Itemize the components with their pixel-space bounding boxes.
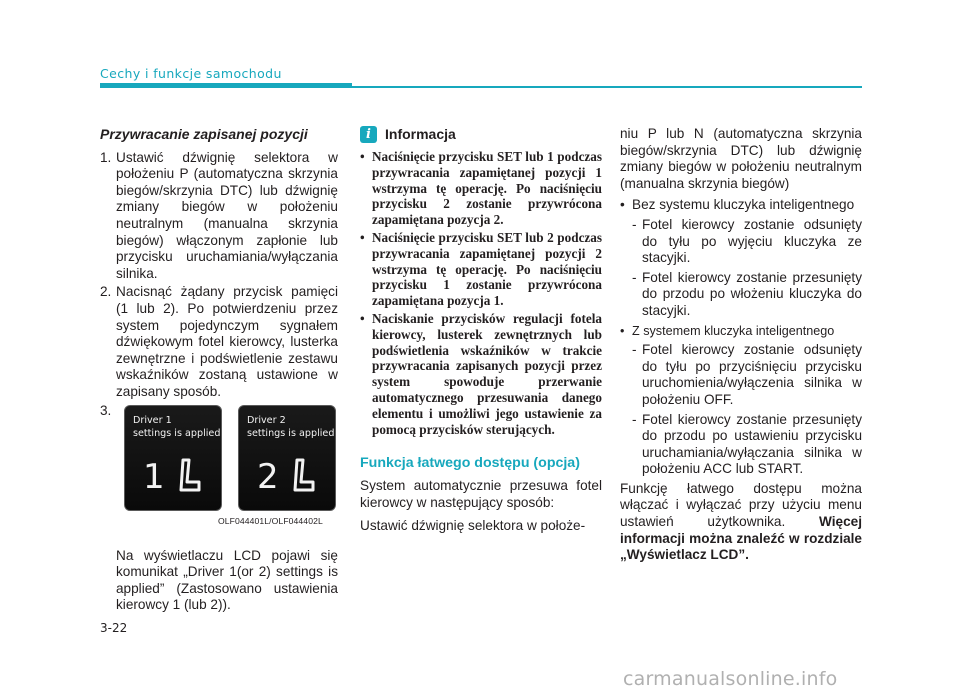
closing-text: Funkcję łatwego dostępu można włączać i wyłączać przy użyciu menu ustawień użytkownika. xyxy=(620,480,862,530)
figure-code: OLF044401L/OLF044402L xyxy=(218,516,323,527)
dash-text: Fotel kierowcy zostanie odsunięty do tyłu po przyciśnięciu przycisku uruchomienia/wyłączenia silnika w położeniu OFF. xyxy=(642,342,862,407)
step-number: 2. xyxy=(100,284,112,300)
step-1 xyxy=(100,150,338,283)
bullet-item: • Bez systemu kluczyka inteligentnego xyxy=(620,197,855,213)
seat-memory-2-icon xyxy=(257,452,317,500)
dash-item: - Fotel kierowcy zostanie odsunięty do tyłu po wyjęciu kluczyka ze stacyjki. xyxy=(632,216,862,266)
left-column xyxy=(100,126,338,614)
bullet-text: Z systemem kluczyka inteligentnego xyxy=(632,323,835,338)
step-text: Ustawić dźwignię selektora w położeniu P (automatyczna skrzynia biegów/skrzynia DTC) lub dźwignię zmiany biegów w położeniu neutralnym (manualna skrzynia biegów) włączonym zapłonie lub przycisku uruchamiania/wyłączania silnika. xyxy=(116,149,338,281)
info-item: • Naciskanie przycisków regulacji fotela kierowcy, lusterek zewnętrznych lub podświetlenia wskaźników w trakcie przywracania zapisanych pozycji przez system spowoduje przerwanie automatycznego przesuwania danego elementu i umożliwi jego ustawienie za pomocą przycisków sterujących. xyxy=(360,310,602,437)
middle-column xyxy=(360,126,602,540)
dash-item: - Fotel kierowcy zostanie odsunięty do tyłu po przyciśnięciu przycisku uruchomienia/wyłączenia silnika w położeniu OFF. xyxy=(632,342,862,407)
seat-memory-digit: 1 xyxy=(143,457,165,498)
lcd-display-driver-1 xyxy=(124,405,222,511)
dash-item: - Fotel kierowcy zostanie przesunięty do przodu po włożeniu kluczyka do stacyjki. xyxy=(632,269,862,318)
figure-caption: Na wyświetlaczu LCD pojawi się komunikat „Driver 1(or 2) settings is applied” (Zastosowano ustawienia kierowcy 1 (lub 2)). xyxy=(116,547,338,613)
info-header xyxy=(360,126,602,143)
step-number: 1. xyxy=(100,149,112,165)
lcd-line-message: settings is applied xyxy=(247,428,335,440)
seat-memory-digit: 2 xyxy=(257,457,279,498)
page-number: 3-22 xyxy=(100,621,128,635)
closing-reference: Więcej informacji można znaleźć w rozdziale „Wyświetlacz LCD”. xyxy=(620,514,862,563)
seat-memory-1-icon xyxy=(143,452,203,500)
info-item-text: Naciskanie przycisków regulacji fotela kierowcy, lusterek zewnętrznych lub podświetlenia wskaźników w trakcie przywracania zapisanych pozycji przez system spowoduje przerwanie automatycznego przesuwania danego elementu i umożliwi jego ustawienie za pomocą przycisków sterujących. xyxy=(372,310,602,437)
header-rule xyxy=(352,86,862,88)
subsection-heading: Funkcja łatwego dostępu (opcja) xyxy=(360,455,580,472)
header-title: Cechy i funkcje samochodu xyxy=(100,66,282,81)
bullet-item: • Z systemem kluczyka inteligentnego xyxy=(620,323,835,338)
paragraph: Ustawić dźwignię selektora w położe- xyxy=(360,517,586,533)
lcd-line-message: settings is applied xyxy=(133,428,221,440)
info-item: • Naciśnięcie przycisku SET lub 2 podczas przywracania zapamiętanej pozycji 2 wstrzyma tę operację. Po naciśnięciu przycisku 1 zostanie przywrócona zapamiętana pozycja 1. xyxy=(360,229,602,309)
info-icon: i xyxy=(360,126,377,143)
bullet-text: Bez systemu kluczyka inteligentnego xyxy=(632,197,855,213)
dash-item: - Fotel kierowcy zostanie przesunięty do przodu po ustawieniu przycisku uruchamiania/wyłączania silnika w położeniu ACC lub START. xyxy=(632,411,862,477)
info-item-text: Naciśnięcie przycisku SET lub 1 podczas przywracania zapamiętanej pozycji 1 wstrzyma tę operację. Po naciśnięciu przycisku 2 zostanie przywrócona zapamiętana pozycja 2. xyxy=(372,149,602,228)
dash-text: Fotel kierowcy zostanie odsunięty do tyłu po wyjęciu kluczyka ze stacyjki. xyxy=(642,216,862,266)
dash-text: Fotel kierowcy zostanie przesunięty do przodu po włożeniu kluczyka do stacyjki. xyxy=(642,269,862,318)
step-number: 3. xyxy=(100,402,112,418)
step-2 xyxy=(100,284,338,400)
right-column xyxy=(620,126,862,569)
lcd-figure xyxy=(124,405,338,511)
paragraph: System automatycznie przesuwa fotel kierowcy w następujący sposób: xyxy=(360,478,602,510)
step-text: Nacisnąć żądany przycisk pamięci (1 lub 2). Po potwierdzeniu przez system pojedynczym sygnałem dźwiękowym fotel kierowcy, lusterka zewnętrzne i podświetlenie zestawu wskaźników zostaną ustawione w zapisany sposób. xyxy=(116,284,338,399)
dash-text: Fotel kierowcy zostanie przesunięty do przodu po ustawieniu przycisku uruchamiania/wyłączania silnika w położeniu ACC lub START. xyxy=(642,411,862,477)
header-rule-accent xyxy=(100,83,352,88)
info-item-text: Naciśnięcie przycisku SET lub 2 podczas przywracania zapamiętanej pozycji 2 wstrzyma tę operację. Po naciśnięciu przycisku 1 zostanie przywrócona zapamiętana pozycja 1. xyxy=(372,229,602,309)
info-title: Informacja xyxy=(385,126,456,143)
paragraph: niu P lub N (automatyczna skrzynia biegów/skrzynia DTC) lub dźwignię zmiany biegów w położeniu neutralnym (manualna skrzynia biegów) xyxy=(620,126,862,191)
watermark: carmanualsonline.info xyxy=(623,668,838,690)
section-heading: Przywracanie zapisanej pozycji xyxy=(100,126,308,142)
lcd-line-driver: Driver 1 xyxy=(133,415,172,427)
lcd-display-driver-2 xyxy=(238,405,336,511)
closing-paragraph xyxy=(620,481,862,564)
info-item: • Naciśnięcie przycisku SET lub 1 podczas przywracania zapamiętanej pozycji 1 wstrzyma tę operację. Po naciśnięciu przycisku 2 zostanie przywrócona zapamiętana pozycja 2. xyxy=(360,149,602,228)
lcd-line-driver: Driver 2 xyxy=(247,415,286,427)
